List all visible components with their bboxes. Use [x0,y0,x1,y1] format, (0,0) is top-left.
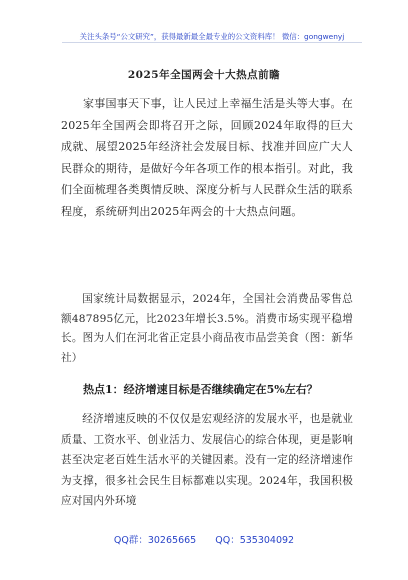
section-body-paragraph: 经济增速反映的不仅仅是宏观经济的发展水平，也是就业质量、工资水平、创业活力、发展信心的综合体现，更是影响甚至决定老百姓生活水平的关键因素。没有一定的经济增速作为支撑，很多社会民生目标都难以实现。2024年，我国积极应对国内外环境 [61,413,353,507]
footer-qq-group: QQ群：30265665 [113,535,197,546]
section-heading-hotspot-1: 热点1：经济增速目标是否继续确定在5%左右？ [83,383,318,396]
page-footer [0,532,408,546]
page-header [62,24,362,43]
photo-caption-paragraph: 国家统计局数据显示，2024年，全国社会消费品零售总额487895亿元，比2023年增长3.5%。消费市场实现平稳增长。图为人们在河北省正定县小商品夜市品尝美食（图：新华社） [61,293,353,364]
document-title: 2025年全国两会十大热点前瞻 [127,69,281,81]
header-promo-text: 关注头条号“公文研究”，获得最新最全最专业的公文资料库！ 微信：gongwenyj [79,32,345,41]
intro-paragraph: 家事国事天下事，让人民过上幸福生活是头等大事。在2025年全国两会即将召开之际，回顾2024年取得的巨大成就、展望2025年经济社会发展目标、找准并回应广大人民群众的期待，是做好今年各项工作的根本指引。对此，我们全面梳理各类舆情反映、深度分析与人民群众生活的联系程度，系统研判出2025年两会的十大热点问题。 [61,97,353,218]
footer-qq-number: QQ：535304092 [215,535,295,546]
